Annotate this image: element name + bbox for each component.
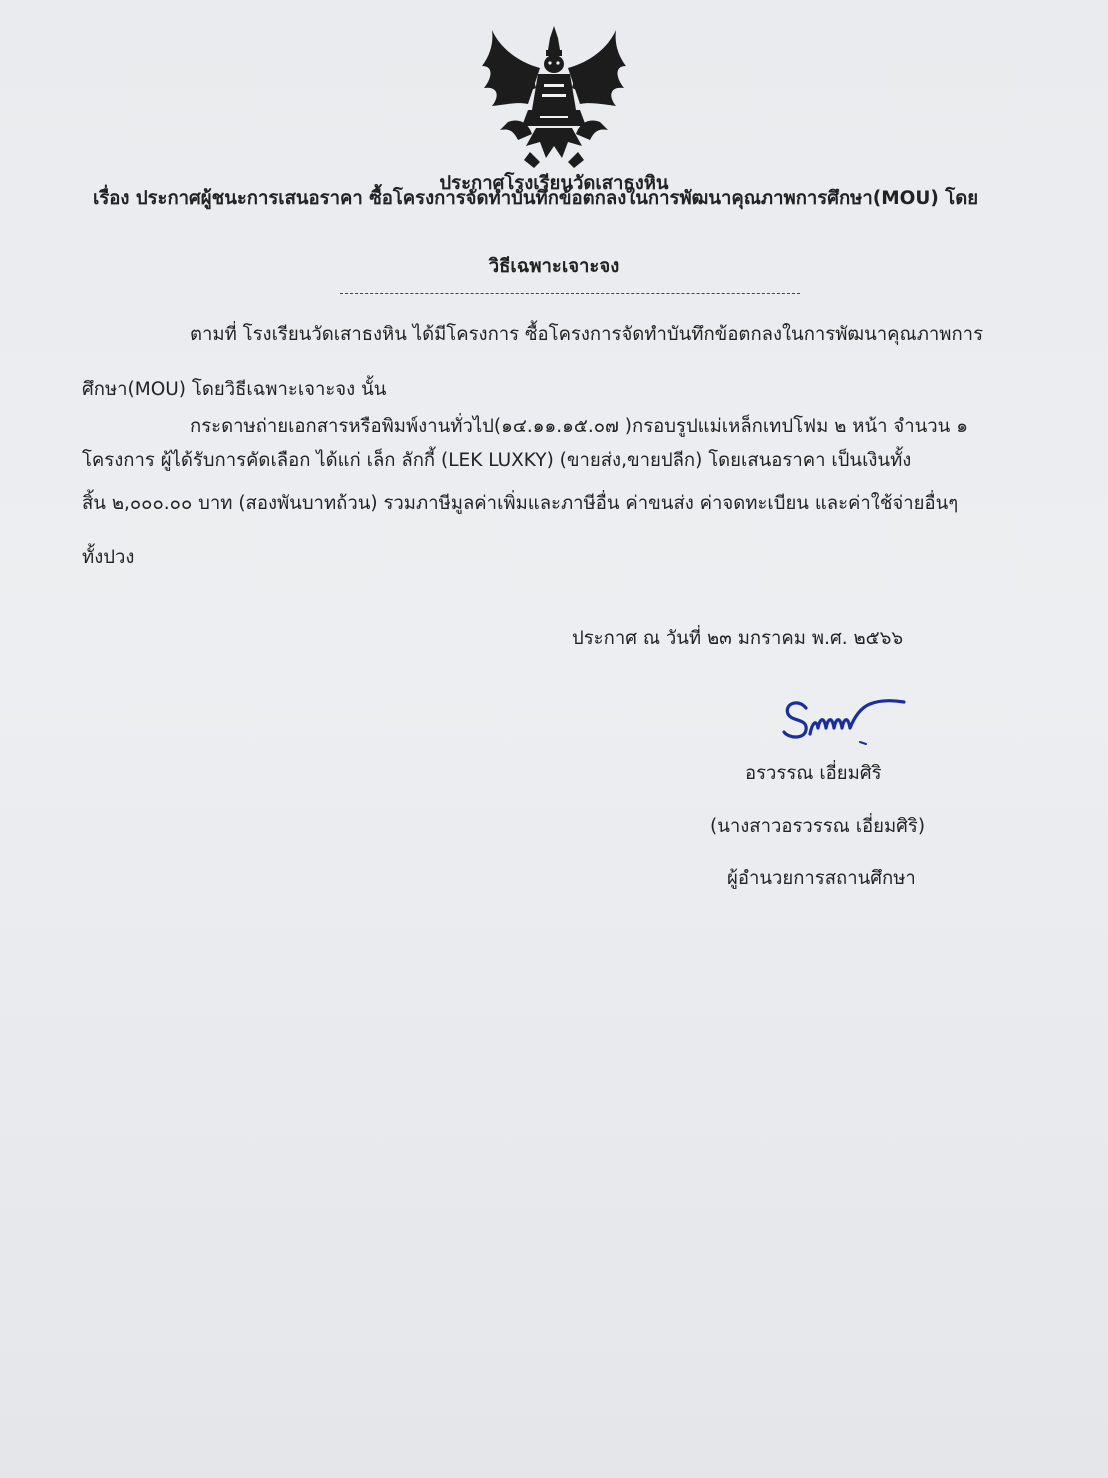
signatory-position: ผู้อำนวยการสถานศึกษา [727, 868, 916, 889]
paragraph2-line4: ทั้งปวง [82, 547, 135, 568]
signature-icon [780, 688, 930, 748]
separator-line [340, 293, 800, 294]
paragraph1-line2: ศึกษา(MOU) โดยวิธีเฉพาะเจาะจง นั้น [82, 379, 387, 400]
subject-line-2: วิธีเฉพาะเจาะจง [488, 256, 620, 277]
school-title: ประกาศโรงเรียนวัดเสาธงหิน [439, 173, 669, 194]
paragraph2-line3: สิ้น ๒,๐๐๐.๐๐ บาท (สองพันบาทถ้วน) รวมภาษีมูลค่าเพิ่มและภาษีอื่น ค่าขนส่ง ค่าจดทะเบียน และค่าใช้จ่ายอื่นๆ [82, 493, 959, 514]
paragraph2-line1: กระดาษถ่ายเอกสารหรือพิมพ์งานทั่วไป(๑๔.๑๑.๑๕.๐๗ )กรอบรูปแม่เหล็กเทปโฟม ๒ หน้า จำนวน ๑ [190, 416, 968, 437]
subject-line-1: เรื่อง ประกาศผู้ชนะการเสนอราคา ซื้อโครงการจัดทำบันทึกข้อตกลงในการพัฒนาคุณภาพการศึกษา(MOU) โดย [93, 188, 979, 209]
paragraph2-line2: โครงการ ผู้ได้รับการคัดเลือก ได้แก่ เล็ก ลักกี้ (LEK LUXKY) (ขายส่ง,ขายปลีก) โดยเสนอราคา เป็นเงินทั้ง [82, 450, 912, 471]
announcement-date: ประกาศ ณ วันที่ ๒๓ มกราคม พ.ศ. ๒๕๖๖ [572, 628, 904, 649]
paragraph1-line1: ตามที่ โรงเรียนวัดเสาธงหิน ได้มีโครงการ ซื้อโครงการจัดทำบันทึกข้อตกลงในการพัฒนาคุณภาพการ [190, 324, 984, 345]
garuda-emblem-icon [478, 22, 630, 172]
signature-name: อรวรรณ เอี่ยมศิริ [745, 763, 882, 784]
signatory-full-name: (นางสาวอรวรรณ เอี่ยมศิริ) [710, 816, 926, 837]
